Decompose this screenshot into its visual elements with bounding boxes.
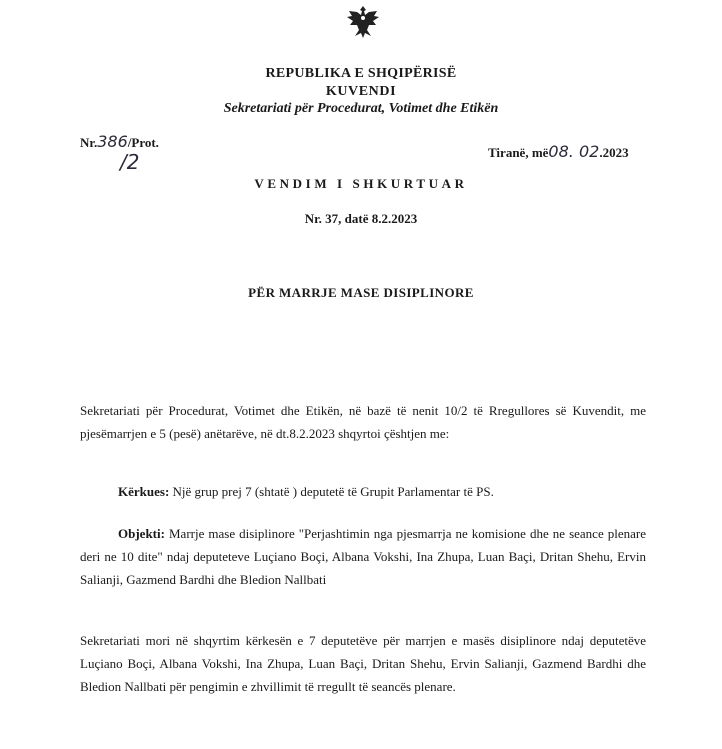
handwritten-date: 08. 02 <box>548 142 600 161</box>
kerkues-label: Kërkues: <box>118 484 170 499</box>
objekti-text: Marrje mase disiplinore "Perjashtimin nga pjesmarrja ne komisione dhe ne seance plenare deri ne 10 dite" ndaj deputeteve Luçiano Boçi, Albana Vokshi, Ina Zhupa, Luan Baçi, Dritan Shehu, Ervin Salianji, Gazmend Bardhi dhe Bledion Nallbati <box>80 526 646 587</box>
kerkues-text: Një grup prej 7 (shtatë ) deputetë të Grupit Parlamentar të PS. <box>172 484 494 499</box>
document-type: VENDIM I SHKURTUAR <box>254 176 468 191</box>
protocol-prefix: Nr. <box>80 135 98 150</box>
objekti-label: Objekti: <box>118 526 165 541</box>
albanian-eagle-emblem-icon <box>343 2 383 42</box>
place-date <box>488 142 629 161</box>
parliament-title: KUVENDI <box>325 84 397 99</box>
protocol-suffix: /Prot. <box>127 135 159 150</box>
intro-paragraph: Sekretariati për Procedurat, Votimet dhe Etikën, në bazë të nenit 10/2 të Rregullores së Kuvendit, me pjesëmarrjen e 5 (pesë) anëtarëve, në dt.8.2.2023 shqyrtoi çështjen me: <box>80 403 646 441</box>
kerkues-paragraph <box>118 480 638 503</box>
secretariat-title: Sekretariati për Procedurat, Votimet dhe Etikën <box>223 101 499 116</box>
conclusion-paragraph: Sekretariati mori në shqyrtim kërkesën e 7 deputetëve për marrjen e masës disiplinore ndaj deputetëve Luçiano Boçi, Albana Vokshi, Ina Zhupa, Luan Baçi, Dritan Shehu, Ervin Salianji, Gazmend Bardhi dhe Bledion Nallbati për pengimin e zhvillimit të rregullt të seancës plenare. <box>80 633 646 694</box>
protocol-number <box>80 132 159 151</box>
document-subject-title: PËR MARRJE MASE DISIPLINORE <box>248 285 474 300</box>
objekti-paragraph <box>80 522 646 591</box>
place-prefix: Tiranë, më <box>488 145 549 160</box>
republic-title: REPUBLIKA E SHQIPËRISË <box>265 66 457 81</box>
protocol-handwritten-number: 386 <box>97 132 128 151</box>
date-year: .2023 <box>599 145 629 160</box>
protocol-sub-number: /2 <box>120 150 140 174</box>
document-number: Nr. 37, datë 8.2.2023 <box>304 211 418 226</box>
